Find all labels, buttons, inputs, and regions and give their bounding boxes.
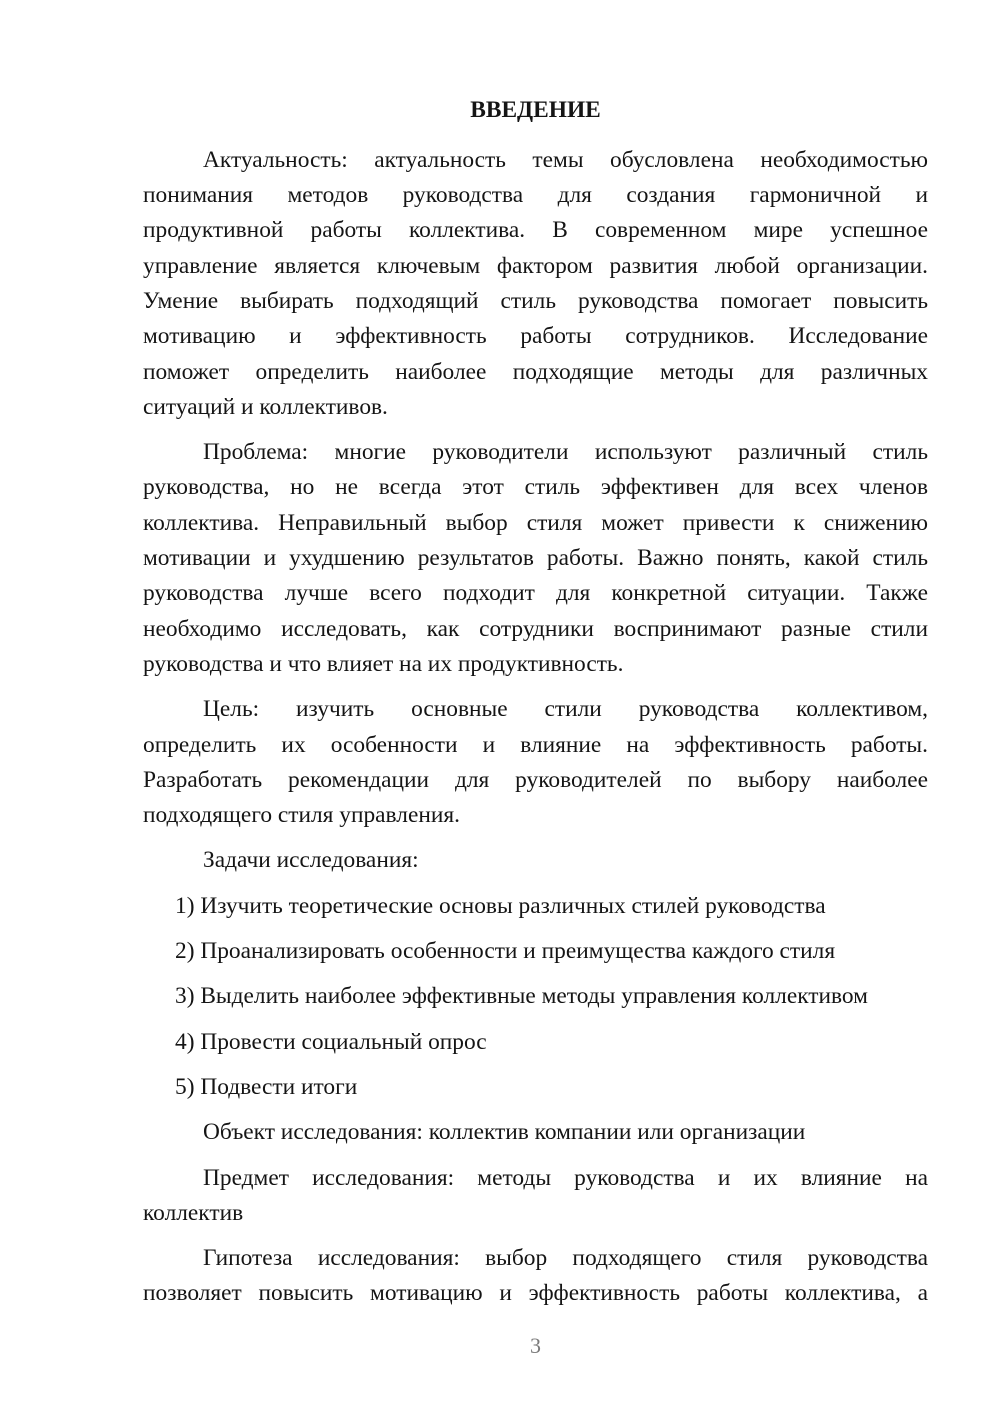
paragraph-subject — [143, 1161, 928, 1232]
relevance-line-7: поможет определить наиболее подходящие методы для различных — [143, 358, 928, 385]
problem-line-1: Проблема: многие руководители используют различный стиль — [203, 439, 928, 466]
relevance-line-4: управление является ключевым фактором развития любой организации. — [143, 252, 928, 279]
tasks-heading-text: Задачи исследования: — [203, 847, 419, 874]
problem-line-5: руководства лучше всего подходит для конкретной ситуации. Также — [143, 580, 928, 607]
tasks-heading — [143, 843, 928, 878]
task-item-2 — [143, 934, 928, 969]
task-item-text: 2) Проанализировать особенности и преимущества каждого стиля — [175, 938, 836, 965]
task-item-1 — [143, 889, 928, 924]
problem-line-6: необходимо исследовать, как сотрудники воспринимают разные стили — [143, 615, 928, 642]
relevance-line-6: мотивацию и эффективность работы сотрудников. Исследование — [143, 323, 928, 350]
relevance-line-2: понимания методов руководства для создания гармоничной и — [143, 182, 928, 209]
task-item-text: 3) Выделить наиболее эффективные методы управления коллективом — [175, 983, 868, 1010]
subject-line-1: Предмет исследования: методы руководства и их влияние на — [203, 1164, 928, 1191]
goal-line-1: Цель: изучить основные стили руководства коллективом, — [203, 696, 928, 723]
relevance-line-8: ситуаций и коллективов. — [143, 393, 388, 420]
goal-line-4: подходящего стиля управления. — [143, 802, 460, 829]
task-item-text: 4) Провести социальный опрос — [175, 1028, 487, 1055]
goal-line-3: Разработать рекомендации для руководителей по выбору наиболее — [143, 766, 928, 793]
hypothesis-line-2: позволяет повысить мотивацию и эффективность работы коллектива, а — [143, 1280, 928, 1307]
relevance-line-1: Актуальность: актуальность темы обусловлена необходимостью — [203, 146, 928, 173]
page-number: 3 — [530, 1333, 541, 1358]
page-title: ВВЕДЕНИЕ — [470, 96, 601, 123]
task-item-3 — [143, 979, 928, 1014]
problem-line-3: коллектива. Неправильный выбор стиля может привести к снижению — [143, 509, 928, 536]
problem-line-7: руководства и что влияет на их продуктивность. — [143, 650, 624, 677]
hypothesis-line-1: Гипотеза исследования: выбор подходящего стиля руководства — [203, 1245, 928, 1272]
problem-line-4: мотивации и ухудшению результатов работы. Важно понять, какой стиль — [143, 545, 928, 572]
paragraph-object — [143, 1115, 928, 1150]
relevance-line-3: продуктивной работы коллектива. В современном мире успешное — [143, 217, 928, 244]
task-item-5 — [143, 1070, 928, 1105]
document-body — [143, 93, 928, 1322]
task-item-text: 1) Изучить теоретические основы различных стилей руководства — [175, 892, 826, 919]
task-item-text: 5) Подвести итоги — [175, 1073, 358, 1100]
goal-line-2: определить их особенности и влияние на эффективность работы. — [143, 731, 928, 758]
paragraph-goal — [143, 692, 928, 833]
paragraph-hypothesis — [143, 1241, 928, 1312]
task-item-4 — [143, 1025, 928, 1060]
paragraph-problem — [143, 435, 928, 682]
paragraph-relevance — [143, 143, 928, 425]
object-line-1: Объект исследования: коллектив компании или организации — [203, 1119, 806, 1146]
subject-line-2: коллектив — [143, 1199, 244, 1226]
relevance-line-5: Умение выбирать подходящий стиль руководства помогает повысить — [143, 287, 928, 314]
problem-line-2: руководства, но не всегда этот стиль эффективен для всех членов — [143, 474, 928, 501]
